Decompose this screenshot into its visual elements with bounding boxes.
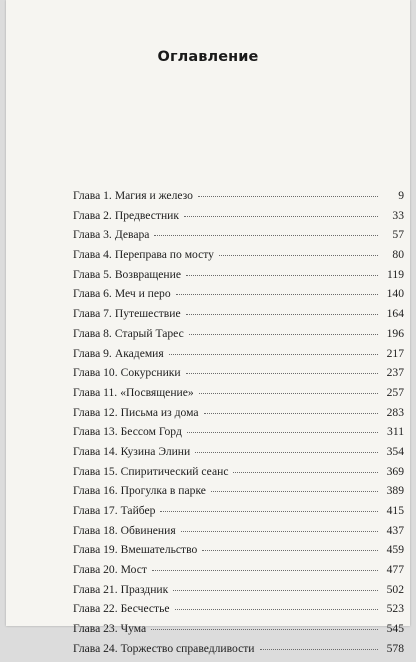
toc-entry — [73, 228, 404, 248]
toc-entry — [73, 622, 404, 642]
chapter-title: Переправа по мосту — [114, 248, 214, 262]
chapter-title: Магия и железо — [114, 189, 193, 202]
toc-entry — [73, 425, 404, 445]
dot-leader — [211, 491, 378, 492]
dot-leader — [181, 531, 378, 532]
page-number: 369 — [386, 464, 404, 478]
toc-entry — [73, 524, 404, 544]
chapter-title: Возвращение — [114, 267, 181, 281]
page-number: 140 — [386, 287, 404, 301]
chapter-title: Вмешательство — [120, 543, 198, 557]
chapter-number: Глава 1. — [73, 189, 112, 202]
chapter-title: Прогулка в парке — [120, 484, 206, 498]
chapter-number: Глава 17. — [73, 504, 118, 517]
page-number: 415 — [386, 504, 404, 517]
dot-leader — [176, 294, 378, 295]
chapter-title: Кузина Элини — [120, 444, 191, 458]
chapter-title: Путешествие — [114, 307, 181, 321]
page-number: 33 — [392, 208, 404, 222]
page-number: 502 — [386, 582, 404, 596]
page-number: 257 — [386, 385, 404, 399]
page-number: 459 — [386, 543, 404, 557]
toc-entry — [73, 307, 404, 327]
chapter-title: Письма из дома — [120, 405, 199, 419]
toc-entry — [73, 504, 404, 524]
dot-leader — [204, 413, 379, 414]
toc-entry — [73, 484, 404, 504]
page-number: 57 — [392, 228, 404, 242]
chapter-number: Глава 18. — [73, 523, 118, 537]
table-of-contents — [73, 189, 404, 662]
toc-entry — [73, 248, 404, 268]
page-number: 578 — [386, 641, 404, 655]
dot-leader — [186, 275, 378, 276]
toc-entry — [73, 563, 404, 583]
chapter-title: Сокурсники — [120, 366, 181, 380]
toc-entry — [73, 347, 404, 367]
book-page — [6, 0, 410, 655]
chapter-title: Торжество справедливости — [120, 641, 255, 655]
chapter-number: Глава 16. — [73, 484, 118, 498]
page-number: 80 — [392, 248, 404, 262]
dot-leader — [173, 590, 378, 591]
chapter-number: Глава 23. — [73, 622, 118, 636]
chapter-number: Глава 10. — [73, 366, 118, 380]
page-number: 196 — [386, 326, 404, 340]
toc-entry — [73, 386, 404, 406]
chapter-number: Глава 15. — [73, 464, 118, 478]
chapter-number: Глава 9. — [73, 346, 112, 360]
page-number: 437 — [386, 523, 404, 537]
page-number: 9 — [398, 189, 404, 202]
dot-leader — [186, 373, 378, 374]
toc-entry — [73, 209, 404, 229]
dot-leader — [187, 432, 378, 433]
chapter-number: Глава 11. — [73, 385, 118, 399]
dot-leader — [195, 452, 378, 453]
page-number: 389 — [386, 484, 404, 498]
chapter-number: Глава 8. — [73, 326, 112, 340]
chapter-number: Глава 19. — [73, 543, 118, 557]
chapter-number: Глава 20. — [73, 563, 118, 577]
chapter-title: Чума — [120, 622, 147, 636]
toc-entry — [73, 583, 404, 603]
dot-leader — [184, 216, 378, 217]
chapter-number: Глава 4. — [73, 248, 112, 262]
dot-leader — [160, 511, 378, 512]
chapter-title: Тайбер — [120, 504, 156, 517]
toc-entry — [73, 366, 404, 386]
page-number: 311 — [387, 425, 404, 439]
chapter-title: Обвинения — [120, 523, 176, 537]
toc-entry — [73, 406, 404, 426]
dot-leader — [189, 334, 378, 335]
chapter-title: Академия — [114, 346, 164, 360]
toc-entry — [73, 189, 404, 209]
chapter-title: Праздник — [120, 582, 169, 596]
page-number: 237 — [386, 366, 404, 380]
page-number: 354 — [386, 444, 404, 458]
toc-entry — [73, 543, 404, 563]
chapter-number: Глава 5. — [73, 267, 112, 281]
toc-entry — [73, 642, 404, 662]
chapter-title: Старый Тарес — [114, 326, 184, 340]
toc-entry — [73, 445, 404, 465]
dot-leader — [175, 609, 378, 610]
dot-leader — [219, 255, 378, 256]
chapter-number: Глава 3. — [73, 228, 112, 242]
toc-entry — [73, 268, 404, 288]
chapter-title: Мост — [120, 563, 147, 577]
page-title: Оглавление — [157, 49, 259, 65]
chapter-number: Глава 12. — [73, 405, 118, 419]
chapter-number: Глава 14. — [73, 444, 118, 458]
chapter-number: Глава 6. — [73, 287, 112, 301]
chapter-title: Спиритический сеанс — [120, 464, 229, 478]
chapter-number: Глава 24. — [73, 641, 118, 655]
page-number: 217 — [386, 346, 404, 360]
toc-entry — [73, 602, 404, 622]
chapter-number: Глава 22. — [73, 602, 118, 616]
dot-leader — [233, 472, 378, 473]
page-number: 283 — [386, 405, 404, 419]
dot-leader — [186, 314, 378, 315]
toc-entry — [73, 465, 404, 485]
page-number: 477 — [386, 563, 404, 577]
page-number: 545 — [386, 622, 404, 636]
dot-leader — [152, 570, 378, 571]
page-number: 119 — [387, 267, 404, 281]
chapter-number: Глава 2. — [73, 208, 112, 222]
dot-leader — [198, 196, 378, 197]
dot-leader — [199, 393, 378, 394]
dot-leader — [260, 649, 378, 650]
chapter-number: Глава 13. — [73, 425, 118, 439]
dot-leader — [202, 550, 378, 551]
chapter-title: Предвестник — [114, 208, 179, 222]
chapter-title: «Посвящение» — [120, 385, 194, 399]
chapter-number: Глава 7. — [73, 307, 112, 321]
toc-entry — [73, 327, 404, 347]
chapter-title: Меч и перо — [114, 287, 171, 301]
dot-leader — [154, 235, 378, 236]
chapter-title: Девара — [114, 228, 150, 242]
dot-leader — [169, 354, 378, 355]
page-number: 523 — [386, 602, 404, 616]
chapter-number: Глава 21. — [73, 582, 118, 596]
chapter-title: Бесчестье — [120, 602, 170, 616]
page-number: 164 — [386, 307, 404, 321]
chapter-title: Бессом Горд — [120, 425, 182, 439]
toc-entry — [73, 287, 404, 307]
